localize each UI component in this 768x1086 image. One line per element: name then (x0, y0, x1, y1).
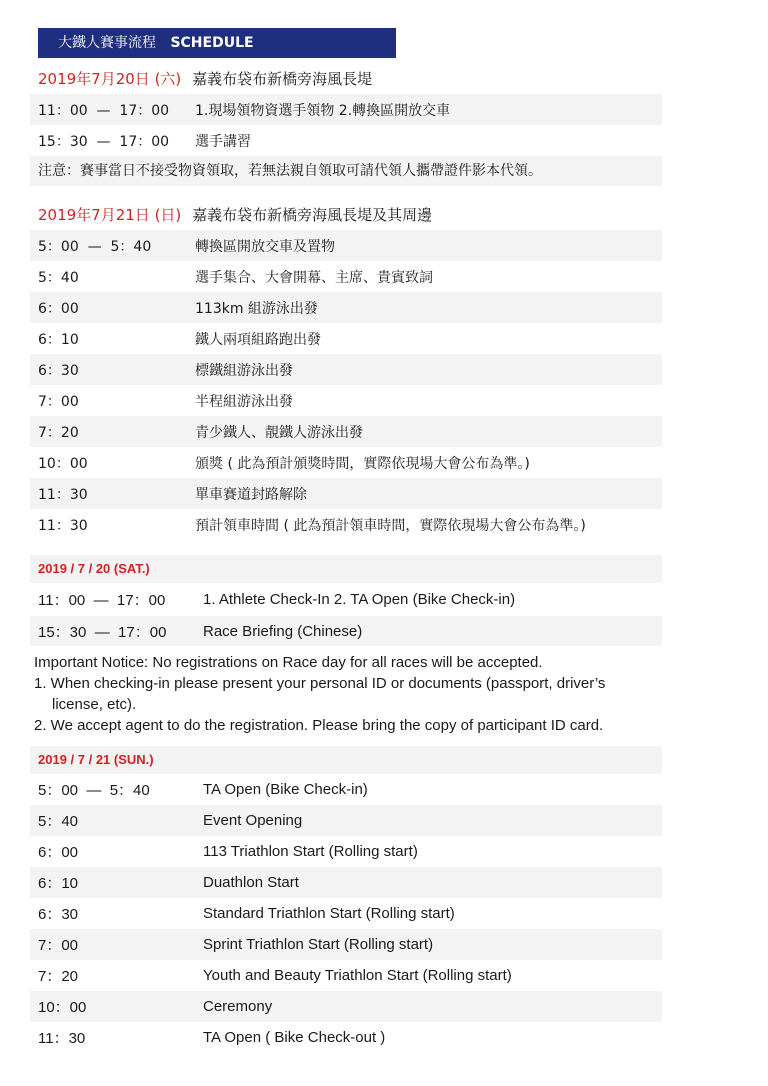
row-time: 7：00 (38, 937, 79, 954)
row-desc: 預計領車時間 ( 此為預計領車時間，實際依現場大會公布為準。) (195, 517, 586, 534)
row-time: 15：30 — 17：00 (38, 133, 170, 150)
row-desc: 選手集合、大會開幕、主席、貴賓致詞 (195, 269, 433, 286)
row-desc: Sprint Triathlon Start (Rolling start) (203, 936, 434, 953)
zh-day2-section (30, 200, 662, 540)
notice-line: 2. We accept agent to do the registration. Please bring the copy of participant ID card. (34, 717, 604, 734)
row-desc: TA Open ( Bike Check-out ) (203, 1029, 386, 1046)
row-desc: 113km 組游泳出發 (195, 300, 318, 317)
row-desc: 標鐵組游泳出發 (195, 362, 293, 379)
row-time: 5：00 — 5：40 (38, 238, 152, 255)
row-desc: 半程組游泳出發 (195, 393, 293, 410)
schedule-row (30, 805, 662, 836)
zh-day1-date: 2019年7月20日 (六) (38, 70, 182, 88)
row-time: 11：30 (38, 1030, 86, 1047)
row-time: 6：10 (38, 331, 79, 348)
schedule-header (38, 28, 396, 58)
row-desc: Duathlon Start (203, 874, 299, 891)
row-time: 5：40 (38, 269, 79, 286)
row-time: 5：40 (38, 813, 79, 830)
row-desc: TA Open (Bike Check-in) (203, 781, 368, 798)
en-day1-date: 2019 / 7 / 20 (SAT.) (30, 555, 662, 583)
row-desc: 轉換區開放交車及置物 (195, 238, 335, 255)
row-time: 11：00 — 17：00 (38, 592, 166, 609)
row-desc: 青少鐵人、靚鐵人游泳出發 (195, 424, 363, 441)
schedule-row (30, 991, 662, 1022)
row-desc: 單車賽道封路解除 (195, 486, 307, 503)
schedule-row (30, 94, 662, 125)
schedule-row (30, 929, 662, 960)
zh-day1-note: 注意：賽事當日不接受物資領取，若無法親自領取可請代領人攜帶證件影本代領。 (30, 156, 662, 186)
schedule-row (30, 509, 662, 540)
row-desc: Event Opening (203, 812, 303, 829)
important-notice (30, 652, 670, 736)
schedule-row (30, 261, 662, 292)
zh-day1-section (30, 64, 662, 186)
zh-day1-date-line (30, 64, 662, 94)
schedule-row (30, 960, 662, 991)
row-desc: Ceremony (203, 998, 273, 1015)
en-day2-section (30, 746, 662, 1053)
schedule-row (30, 898, 662, 929)
row-time: 15：30 — 17：00 (38, 623, 167, 641)
row-time: 6：30 (38, 906, 79, 923)
en-day1-section (30, 555, 662, 646)
schedule-row (30, 1022, 662, 1053)
schedule-row (30, 354, 662, 385)
row-desc: 1. Athlete Check-In 2. TA Open (Bike Check-in) (203, 591, 516, 608)
en-day2-date: 2019 / 7 / 21 (SUN.) (30, 746, 662, 774)
row-time: 7：20 (38, 424, 79, 441)
row-desc: Race Briefing (Chinese) (203, 622, 363, 640)
row-time: 6：00 (38, 300, 79, 317)
row-time: 7：00 (38, 393, 79, 410)
schedule-row (30, 447, 662, 478)
row-time: 11：30 (38, 517, 88, 534)
row-desc: Standard Triathlon Start (Rolling start) (203, 905, 455, 922)
schedule-row (30, 323, 662, 354)
schedule-row (30, 292, 662, 323)
row-time: 6：30 (38, 362, 79, 379)
row-desc: 1.現場領物資選手領物 2.轉換區開放交車 (195, 102, 451, 119)
row-time: 6：00 (38, 844, 79, 861)
notice-line: 1. When checking-in please present your personal ID or documents (passport, driver’s (34, 675, 606, 692)
row-time: 7：20 (38, 968, 79, 985)
row-desc: 113 Triathlon Start (Rolling start) (203, 843, 418, 860)
schedule-row (30, 478, 662, 509)
notice-line: Important Notice: No registrations on Race day for all races will be accepted. (34, 654, 543, 671)
notice-line: license, etc). (52, 696, 137, 713)
row-time: 10：00 (38, 999, 87, 1016)
row-time: 10：00 (38, 455, 88, 472)
row-time: 5：00 — 5：40 (38, 782, 150, 799)
row-desc: Youth and Beauty Triathlon Start (Rolling start) (203, 967, 512, 984)
row-time: 11：30 (38, 486, 88, 503)
schedule-row (30, 385, 662, 416)
zh-day2-date-line (30, 200, 662, 230)
schedule-row (30, 616, 662, 646)
row-time: 6：10 (38, 875, 79, 892)
row-desc: 頒獎 ( 此為預計頒獎時間，實際依現場大會公布為準。) (195, 455, 530, 472)
zh-day2-place: 嘉義布袋布新橋旁海風長堤及其周邊 (192, 206, 433, 224)
schedule-row (30, 867, 662, 898)
header-title-en: SCHEDULE (170, 35, 254, 51)
header-title-zh: 大鐵人賽事流程 (58, 35, 156, 51)
schedule-row (30, 230, 662, 261)
schedule-row (30, 125, 662, 156)
row-desc: 選手講習 (195, 133, 251, 150)
schedule-row (30, 583, 662, 616)
schedule-row (30, 774, 662, 805)
schedule-row (30, 416, 662, 447)
row-desc: 鐵人兩項組路跑出發 (195, 331, 321, 348)
zh-day2-date: 2019年7月21日 (日) (38, 206, 182, 224)
zh-day1-place: 嘉義布袋布新橋旁海風長堤 (192, 70, 373, 88)
schedule-row (30, 836, 662, 867)
row-time: 11：00 — 17：00 (38, 102, 170, 119)
